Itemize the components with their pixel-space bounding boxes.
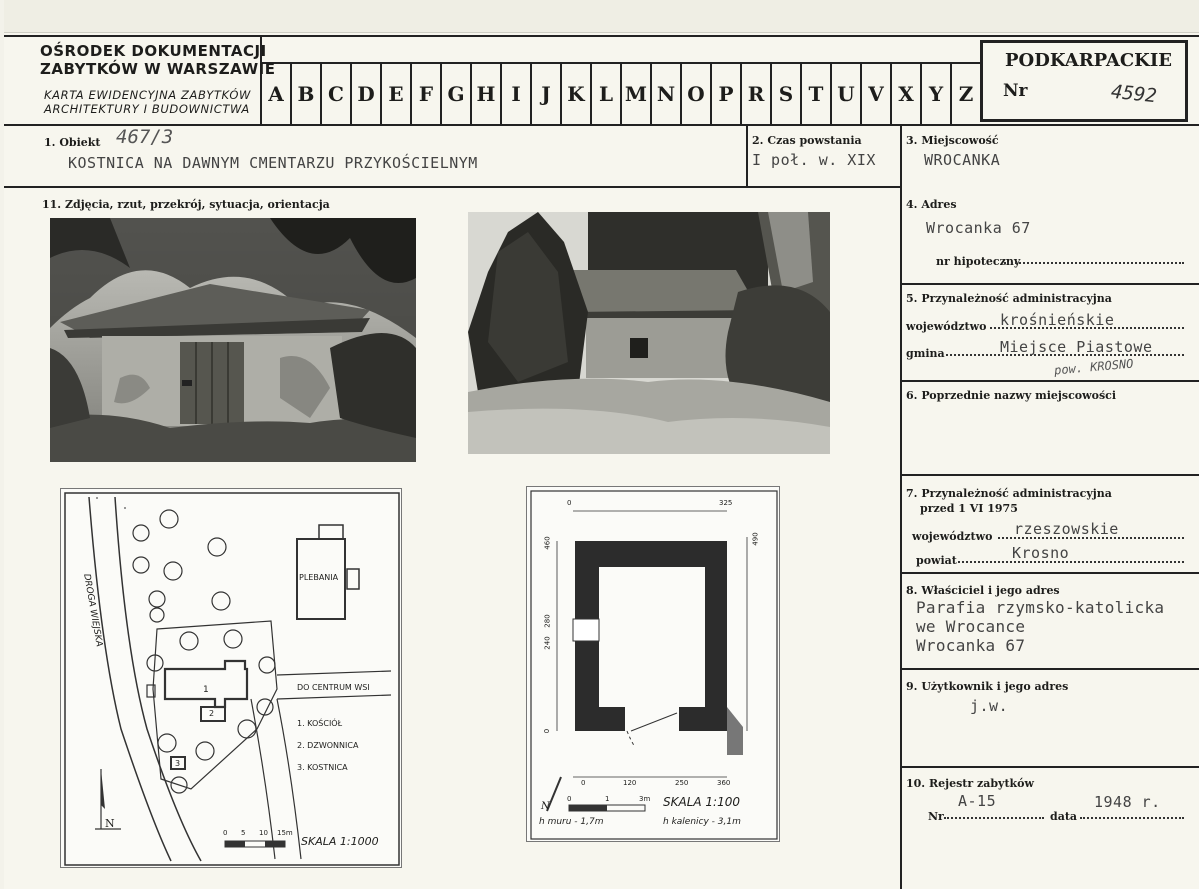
dotted-line bbox=[1004, 262, 1184, 264]
floor-north-label: N bbox=[541, 801, 550, 812]
dotted-line bbox=[958, 561, 1184, 563]
index-letter-u: U bbox=[830, 64, 860, 124]
commune-label: gmina bbox=[906, 347, 945, 360]
index-letter-z: Z bbox=[950, 64, 980, 124]
index-letter-t: T bbox=[800, 64, 830, 124]
card-top-strip bbox=[4, 0, 1199, 33]
frame-line bbox=[746, 124, 748, 186]
ridge-height: h kalenicy - 3,1m bbox=[663, 817, 741, 827]
index-letter-h: H bbox=[470, 64, 500, 124]
user-label: 9. Użytkownik i jego adres bbox=[906, 680, 1069, 693]
index-letter-f: F bbox=[410, 64, 440, 124]
scale-tick-3m: 3m bbox=[639, 795, 651, 803]
road-label: DROGA WIEJSKA bbox=[81, 573, 104, 648]
left-dim-280: 280 bbox=[543, 614, 552, 628]
bottom-dim-120: 120 bbox=[623, 779, 637, 787]
index-letter-k: K bbox=[560, 64, 590, 124]
index-letter-s: S bbox=[770, 64, 800, 124]
church-number: 1 bbox=[203, 685, 209, 695]
frame-line bbox=[4, 186, 900, 188]
locality-value: WROCANKA bbox=[924, 151, 1001, 169]
index-letter-c: C bbox=[320, 64, 350, 124]
inventory-card bbox=[4, 0, 1199, 889]
ossuary-number: 3 bbox=[175, 759, 181, 768]
frame-line bbox=[900, 283, 1199, 285]
alphabet-index bbox=[262, 64, 980, 124]
belfry-number: 2 bbox=[209, 709, 215, 718]
photo-ossuary-front bbox=[50, 218, 416, 462]
index-letter-l: L bbox=[590, 64, 620, 124]
dotted-line bbox=[944, 817, 1044, 819]
index-letter-v: V bbox=[860, 64, 890, 124]
bottom-dim-250: 250 bbox=[675, 779, 689, 787]
register-nr-label: Nr bbox=[1003, 81, 1028, 101]
address-value: Wrocanka 67 bbox=[926, 219, 1031, 237]
scale-tick-10: 10 bbox=[259, 829, 268, 837]
scale-tick-1: 1 bbox=[605, 795, 610, 803]
register-nr-value: 4592 bbox=[1109, 80, 1158, 108]
index-letter-p: P bbox=[710, 64, 740, 124]
right-dim-490: 490 bbox=[751, 532, 760, 546]
admin-label: 5. Przynależność administracyjna bbox=[906, 292, 1112, 305]
floor-plan-drawing bbox=[527, 487, 781, 843]
region-name: PODKARPACKIE bbox=[1005, 50, 1172, 71]
scale-tick-0: 0 bbox=[567, 795, 572, 803]
legend-ossuary: 3. KOSTNICA bbox=[297, 763, 348, 772]
index-letter-d: D bbox=[350, 64, 380, 124]
left-dim-460: 460 bbox=[543, 536, 552, 550]
date-label: 2. Czas powstania bbox=[752, 134, 862, 147]
register-date-label: data bbox=[1050, 810, 1078, 823]
index-letter-a: A bbox=[268, 82, 284, 106]
card-type bbox=[44, 88, 251, 116]
north-label: N bbox=[105, 817, 115, 830]
object-value: KOSTNICA NA DAWNYM CMENTARZU PRZYKOŚCIELNYM bbox=[68, 154, 478, 172]
user-value: j.w. bbox=[970, 697, 1009, 715]
photo-ossuary-side-image bbox=[468, 212, 830, 454]
frame-line bbox=[900, 380, 1199, 382]
index-letter-g: G bbox=[440, 64, 470, 124]
scale-tick-15: 15m bbox=[277, 829, 293, 837]
voivodeship-1975-value: rzeszowskie bbox=[1014, 520, 1119, 538]
index-letter-n: N bbox=[650, 64, 680, 124]
site-plan bbox=[60, 488, 402, 868]
admin-1975-sub: przed 1 VI 1975 bbox=[920, 502, 1018, 515]
index-letter-b: B bbox=[290, 64, 320, 124]
register-box bbox=[980, 40, 1188, 122]
organization-name bbox=[40, 42, 275, 78]
org-line-1: OŚRODEK DOKUMENTACJI bbox=[40, 42, 267, 60]
voivodeship-value: krośnieńskie bbox=[1000, 311, 1115, 329]
wall-height: h muru - 1,7m bbox=[539, 817, 604, 827]
commune-value: Miejsce Piastowe bbox=[1000, 338, 1153, 356]
bottom-dim-360: 360 bbox=[717, 779, 731, 787]
card-type-line-2: ARCHITEKTURY I BUDOWNICTWA bbox=[44, 102, 250, 116]
owner-line-1: Parafia rzymsko-katolicka bbox=[916, 598, 1165, 617]
site-scale-label: SKALA 1:1000 bbox=[301, 835, 379, 848]
index-letter-y: Y bbox=[920, 64, 950, 124]
register-nr-label: Nr bbox=[928, 810, 944, 823]
frame-line bbox=[900, 766, 1199, 768]
frame-line bbox=[900, 572, 1199, 574]
former-names-label: 6. Poprzednie nazwy miejscowości bbox=[906, 389, 1117, 402]
index-letter-m: M bbox=[620, 64, 650, 124]
frame-line bbox=[980, 124, 1199, 126]
index-letter-j: J bbox=[530, 64, 560, 124]
object-hand-number: 467/3 bbox=[116, 126, 174, 148]
index-letter-o: O bbox=[680, 64, 710, 124]
frame-line bbox=[4, 35, 1199, 37]
floor-scale-label: SKALA 1:100 bbox=[663, 795, 740, 809]
index-letter-x: X bbox=[890, 64, 920, 124]
legend-belfry: 2. DZWONNICA bbox=[297, 741, 359, 750]
address-label: 4. Adres bbox=[906, 198, 957, 211]
county-hand-note: pow. KROSNO bbox=[1053, 356, 1134, 378]
voivodeship-label: województwo bbox=[906, 320, 987, 333]
to-center-label: DO CENTRUM WSI bbox=[297, 683, 370, 692]
locality-label: 3. Miejscowość bbox=[906, 134, 999, 147]
photos-label: 11. Zdjęcia, rzut, przekrój, sytuacja, orientacja bbox=[42, 198, 330, 211]
frame-line bbox=[900, 668, 1199, 670]
object-label: 1. Obiekt bbox=[44, 136, 101, 149]
voivodeship-1975-label: województwo bbox=[912, 530, 993, 543]
dotted-line bbox=[1080, 817, 1184, 819]
index-letter-i: I bbox=[500, 64, 530, 124]
left-dim-0: 0 bbox=[543, 728, 552, 734]
card-type-line-1: KARTA EWIDENCYJNA ZABYTKÓW bbox=[44, 88, 251, 102]
bottom-dim-0: 0 bbox=[581, 779, 586, 787]
floor-plan bbox=[526, 486, 780, 842]
scale-tick-5: 5 bbox=[241, 829, 246, 837]
site-plan-drawing bbox=[61, 489, 403, 869]
register-year: 1948 r. bbox=[1094, 793, 1161, 811]
org-line-2: ZABYTKÓW W WARSZAWIE bbox=[40, 60, 276, 78]
district-value: Krosno bbox=[1012, 544, 1070, 562]
admin-1975-label: 7. Przynależność administracyjna bbox=[906, 487, 1112, 500]
register-value: A-15 bbox=[958, 792, 997, 810]
rectory-label: PLEBANIA bbox=[299, 573, 339, 582]
register-label: 10. Rejestr zabytków bbox=[906, 777, 1034, 790]
mortgage-label: nr hipoteczny bbox=[936, 255, 1021, 268]
photo-ossuary-front-image bbox=[50, 218, 416, 462]
frame-line bbox=[900, 124, 902, 889]
owner-line-3: Wrocanka 67 bbox=[916, 636, 1026, 655]
district-label: powiat bbox=[916, 554, 957, 567]
top-dim-325: 325 bbox=[719, 499, 733, 507]
index-letter-e: E bbox=[380, 64, 410, 124]
top-dim-0: 0 bbox=[567, 499, 572, 507]
index-letter-r: R bbox=[740, 64, 770, 124]
owner-line-2: we Wrocance bbox=[916, 617, 1026, 636]
date-value: I poł. w. XIX bbox=[752, 151, 876, 169]
legend-church: 1. KOŚCIÓŁ bbox=[297, 719, 343, 728]
scale-tick-0: 0 bbox=[223, 829, 228, 837]
frame-line bbox=[900, 474, 1199, 476]
left-dim-240: 240 bbox=[543, 636, 552, 650]
photo-ossuary-side bbox=[468, 212, 830, 454]
owner-label: 8. Właściciel i jego adres bbox=[906, 584, 1060, 597]
